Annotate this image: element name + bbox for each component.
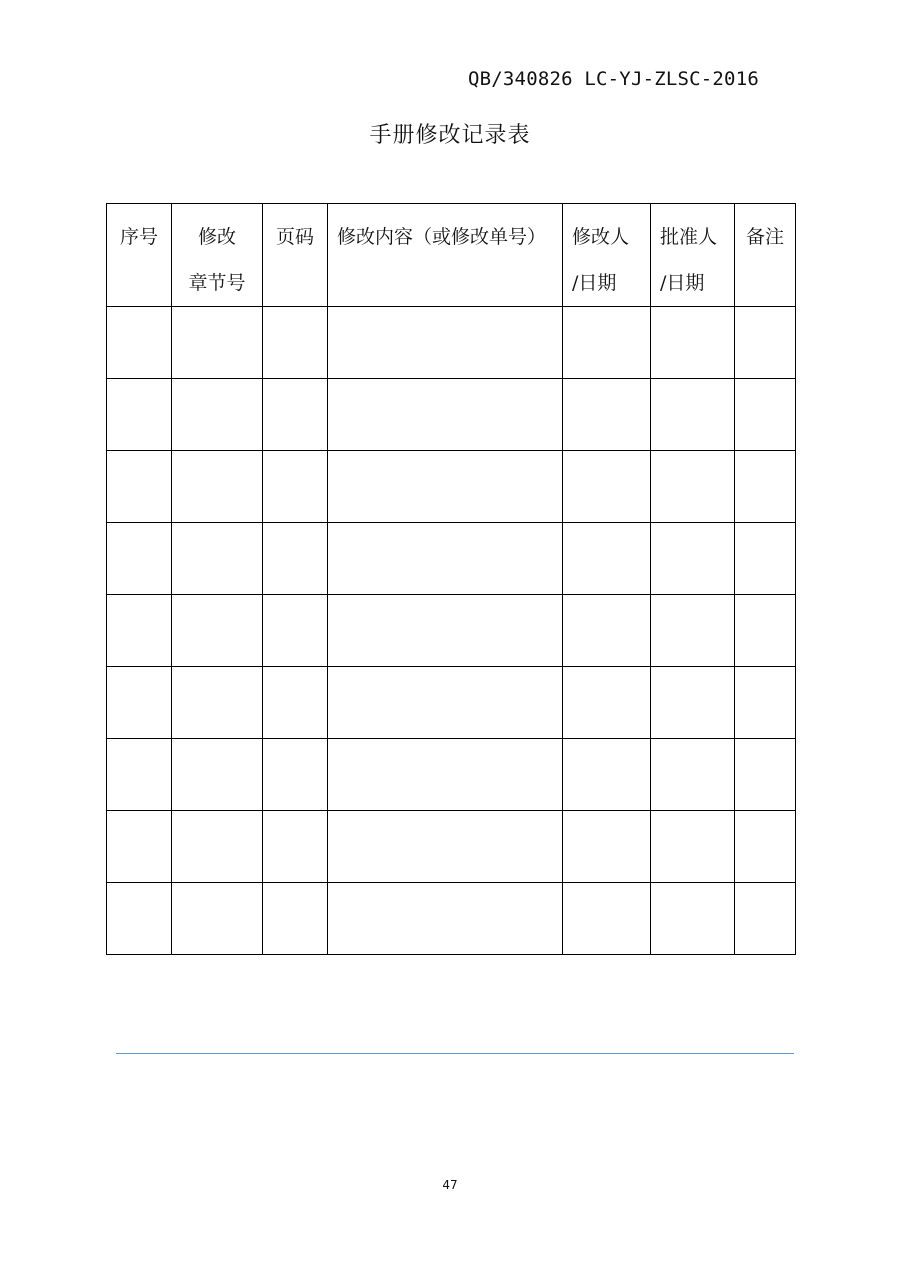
table-cell <box>563 811 651 883</box>
column-header-reviser-date <box>563 204 651 307</box>
table-row <box>107 523 796 595</box>
table-cell <box>651 307 735 379</box>
table-cell <box>651 667 735 739</box>
table-cell <box>735 667 796 739</box>
table-cell <box>735 307 796 379</box>
table-cell <box>651 739 735 811</box>
table-cell <box>651 883 735 955</box>
header-label-line2: /日期 <box>572 272 617 294</box>
footer-divider <box>116 1053 794 1054</box>
column-header-page-number <box>263 204 328 307</box>
table-cell <box>328 883 563 955</box>
table-row <box>107 451 796 523</box>
table-cell <box>651 451 735 523</box>
table-cell <box>107 883 172 955</box>
table-cell <box>263 667 328 739</box>
column-header-section-number <box>172 204 263 307</box>
table-cell <box>735 523 796 595</box>
table-cell <box>563 667 651 739</box>
revision-record-table <box>106 203 796 955</box>
table-cell <box>563 595 651 667</box>
table-cell <box>328 739 563 811</box>
table-cell <box>263 307 328 379</box>
table-cell <box>172 451 263 523</box>
table-cell <box>328 379 563 451</box>
table-cell <box>172 523 263 595</box>
header-label: 修改内容（或修改单号） <box>337 226 547 248</box>
table-cell <box>328 523 563 595</box>
table-row <box>107 667 796 739</box>
table-cell <box>172 739 263 811</box>
table-row <box>107 595 796 667</box>
table-cell <box>735 595 796 667</box>
header-label: 序号 <box>119 226 158 248</box>
table-cell <box>263 595 328 667</box>
table-cell <box>735 379 796 451</box>
table-cell <box>172 307 263 379</box>
table-cell <box>107 451 172 523</box>
document-code: QB/340826 LC-YJ-ZLSC-2016 <box>468 68 759 90</box>
table-cell <box>651 595 735 667</box>
table-cell <box>172 379 263 451</box>
table-cell <box>563 523 651 595</box>
table-cell <box>107 595 172 667</box>
column-header-serial-number <box>107 204 172 307</box>
table-cell <box>563 883 651 955</box>
table-cell <box>107 667 172 739</box>
table-header-row <box>107 204 796 307</box>
table-row <box>107 811 796 883</box>
table-row <box>107 307 796 379</box>
table-cell <box>651 811 735 883</box>
header-label: 修改人 <box>572 226 630 248</box>
table-cell <box>172 667 263 739</box>
table-cell <box>328 451 563 523</box>
table-cell <box>563 379 651 451</box>
table-cell <box>107 811 172 883</box>
table-cell <box>107 523 172 595</box>
table-cell <box>107 307 172 379</box>
table-cell <box>263 523 328 595</box>
table-cell <box>263 811 328 883</box>
table-row <box>107 883 796 955</box>
table-cell <box>328 595 563 667</box>
table-cell <box>328 667 563 739</box>
page-title: 手册修改记录表 <box>369 123 531 148</box>
header-label-line2: 章节号 <box>188 272 246 294</box>
table-cell <box>328 811 563 883</box>
header-label: 批准人 <box>660 226 718 248</box>
table-cell <box>263 739 328 811</box>
header-label: 备注 <box>745 226 784 248</box>
table-cell <box>263 379 328 451</box>
column-header-approver-date <box>651 204 735 307</box>
table-cell <box>563 451 651 523</box>
header-label-line2: /日期 <box>660 272 705 294</box>
page-number: 47 <box>442 1178 458 1192</box>
column-header-remarks <box>735 204 796 307</box>
table-row <box>107 379 796 451</box>
table-cell <box>328 307 563 379</box>
table-cell <box>735 883 796 955</box>
table-cell <box>263 451 328 523</box>
table-cell <box>735 811 796 883</box>
table-cell <box>107 379 172 451</box>
table-cell <box>263 883 328 955</box>
table-cell <box>172 883 263 955</box>
table-row <box>107 739 796 811</box>
table-cell <box>651 379 735 451</box>
header-label: 页码 <box>275 226 314 248</box>
table-cell <box>107 739 172 811</box>
table-cell <box>563 307 651 379</box>
header-label: 修改 <box>197 226 236 248</box>
table-cell <box>735 451 796 523</box>
table-cell <box>172 595 263 667</box>
table-cell <box>651 523 735 595</box>
table-cell <box>172 811 263 883</box>
table-cell <box>735 739 796 811</box>
column-header-revision-content <box>328 204 563 307</box>
table-cell <box>563 739 651 811</box>
